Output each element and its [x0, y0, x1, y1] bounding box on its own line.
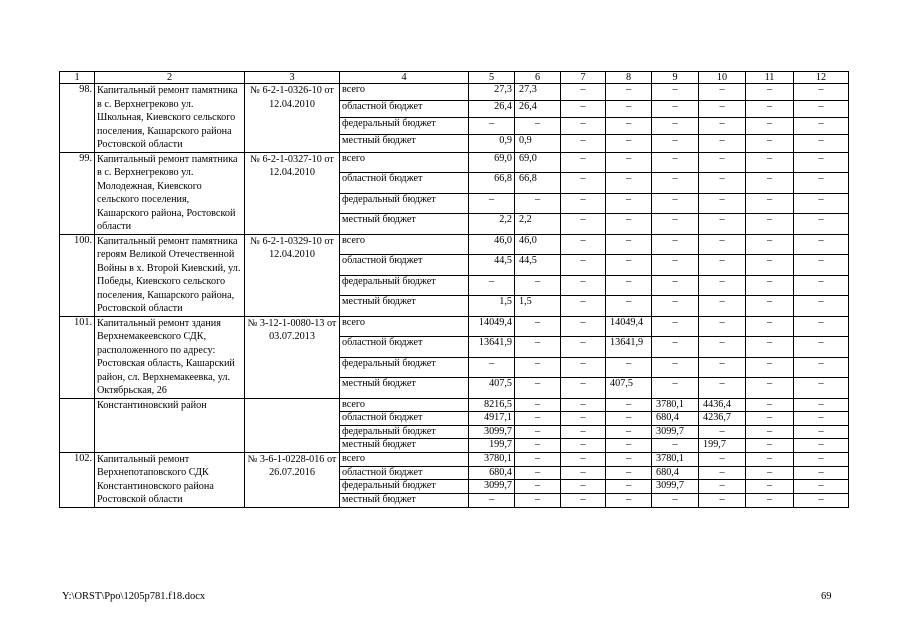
value-cell: –	[746, 255, 794, 276]
value-cell: –	[699, 480, 746, 494]
value-cell: –	[746, 378, 794, 399]
value-cell: –	[606, 118, 652, 135]
value-cell: –	[515, 316, 561, 337]
budget-label: всего	[340, 452, 469, 466]
value-cell: –	[515, 378, 561, 399]
value-cell: –	[652, 234, 699, 255]
value-cell: 27,3	[469, 84, 515, 101]
value-cell: –	[746, 480, 794, 494]
value-cell: –	[746, 101, 794, 118]
value-cell: 44,5	[469, 255, 515, 276]
record-number: 98.	[60, 84, 95, 153]
value-cell: 26,4	[469, 101, 515, 118]
record-document: № 6-2-1-0329-10 от 12.04.2010	[245, 234, 340, 316]
value-cell: –	[794, 193, 849, 214]
value-cell: –	[606, 255, 652, 276]
value-cell: 46,0	[515, 234, 561, 255]
value-cell: 0,9	[515, 135, 561, 152]
record-name: Капитальный ремонт памятника в с. Верхнегреково ул. Школьная, Киевского сельского поселения, Кашарского района Ростовской области	[95, 84, 245, 153]
value-cell: –	[699, 452, 746, 466]
value-cell: –	[699, 255, 746, 276]
record-number: 100.	[60, 234, 95, 316]
value-cell: –	[561, 135, 606, 152]
value-cell: –	[561, 398, 606, 412]
value-cell: –	[794, 398, 849, 412]
table-row	[60, 234, 849, 255]
header-cell: 12	[794, 72, 849, 84]
record-document: № 3-12-1-0080-13 от 03.07.2013	[245, 316, 340, 398]
value-cell: –	[606, 452, 652, 466]
value-cell: –	[606, 439, 652, 453]
value-cell: –	[746, 412, 794, 426]
value-cell: 680,4	[469, 466, 515, 480]
value-cell: 407,5	[469, 378, 515, 399]
record-number: 101.	[60, 316, 95, 398]
budget-label: местный бюджет	[340, 135, 469, 152]
value-cell: –	[515, 337, 561, 358]
value-cell: 3099,7	[652, 425, 699, 439]
value-cell: 680,4	[652, 412, 699, 426]
value-cell: –	[606, 398, 652, 412]
value-cell: –	[794, 337, 849, 358]
value-cell: –	[606, 84, 652, 101]
value-cell: –	[794, 412, 849, 426]
budget-table	[59, 71, 849, 508]
value-cell: 407,5	[606, 378, 652, 399]
value-cell: 2,2	[515, 214, 561, 235]
value-cell: –	[606, 135, 652, 152]
record-name: Капитальный ремонт Верхнепотаповского СДК Константиновского района Ростовской области	[95, 452, 245, 507]
budget-label: местный бюджет	[340, 378, 469, 399]
value-cell: –	[652, 316, 699, 337]
budget-label: всего	[340, 316, 469, 337]
budget-label: местный бюджет	[340, 296, 469, 317]
value-cell: –	[606, 214, 652, 235]
footer-file-path: Y:\ORST\Ppo\1205p781.f18.docx	[62, 591, 206, 602]
value-cell: –	[652, 378, 699, 399]
value-cell: –	[652, 296, 699, 317]
value-cell: –	[794, 135, 849, 152]
value-cell: –	[561, 101, 606, 118]
value-cell: 4436,4	[699, 398, 746, 412]
budget-label: федеральный бюджет	[340, 425, 469, 439]
value-cell: –	[652, 193, 699, 214]
value-cell: –	[515, 480, 561, 494]
value-cell: 3780,1	[652, 398, 699, 412]
value-cell: –	[652, 275, 699, 296]
value-cell: –	[515, 193, 561, 214]
value-cell: –	[746, 439, 794, 453]
value-cell: –	[746, 316, 794, 337]
header-cell: 2	[95, 72, 245, 84]
value-cell: –	[606, 152, 652, 173]
value-cell: 3780,1	[652, 452, 699, 466]
value-cell: –	[699, 357, 746, 378]
table-row	[60, 316, 849, 337]
value-cell: –	[746, 135, 794, 152]
value-cell: 4917,1	[469, 412, 515, 426]
budget-label: федеральный бюджет	[340, 193, 469, 214]
value-cell: –	[699, 378, 746, 399]
value-cell: –	[794, 466, 849, 480]
value-cell: –	[699, 316, 746, 337]
value-cell: –	[699, 101, 746, 118]
header-cell: 7	[561, 72, 606, 84]
header-cell: 1	[60, 72, 95, 84]
value-cell: –	[606, 193, 652, 214]
value-cell: –	[652, 337, 699, 358]
value-cell: –	[794, 84, 849, 101]
value-cell: –	[561, 412, 606, 426]
value-cell: –	[515, 357, 561, 378]
value-cell: –	[746, 337, 794, 358]
value-cell: –	[606, 357, 652, 378]
value-cell: 3099,7	[469, 425, 515, 439]
value-cell: –	[561, 480, 606, 494]
value-cell: –	[746, 118, 794, 135]
value-cell: –	[794, 275, 849, 296]
value-cell: –	[515, 439, 561, 453]
value-cell: 44,5	[515, 255, 561, 276]
value-cell: –	[561, 316, 606, 337]
value-cell: –	[515, 398, 561, 412]
value-cell: –	[561, 214, 606, 235]
value-cell: –	[699, 84, 746, 101]
value-cell: –	[746, 234, 794, 255]
value-cell: –	[794, 296, 849, 317]
value-cell: –	[561, 337, 606, 358]
budget-label: областной бюджет	[340, 255, 469, 276]
header-cell: 11	[746, 72, 794, 84]
record-document: № 6-2-1-0326-10 от 12.04.2010	[245, 84, 340, 153]
value-cell: –	[561, 84, 606, 101]
value-cell: –	[746, 466, 794, 480]
value-cell: –	[606, 412, 652, 426]
value-cell: –	[699, 118, 746, 135]
value-cell: 199,7	[469, 439, 515, 453]
value-cell: –	[561, 439, 606, 453]
value-cell: –	[794, 152, 849, 173]
value-cell: –	[794, 234, 849, 255]
value-cell: –	[746, 173, 794, 194]
budget-label: федеральный бюджет	[340, 275, 469, 296]
value-cell: –	[794, 173, 849, 194]
value-cell: –	[699, 337, 746, 358]
table-row	[60, 452, 849, 466]
budget-label: всего	[340, 234, 469, 255]
value-cell: –	[606, 101, 652, 118]
value-cell: 1,5	[515, 296, 561, 317]
value-cell: –	[561, 234, 606, 255]
value-cell: 13641,9	[606, 337, 652, 358]
value-cell: –	[794, 357, 849, 378]
value-cell: –	[515, 118, 561, 135]
record-number: 102.	[60, 452, 95, 507]
budget-label: федеральный бюджет	[340, 118, 469, 135]
budget-label: федеральный бюджет	[340, 480, 469, 494]
value-cell: 3099,7	[652, 480, 699, 494]
budget-label: областной бюджет	[340, 337, 469, 358]
budget-label: всего	[340, 84, 469, 101]
value-cell: –	[515, 494, 561, 508]
value-cell: –	[794, 452, 849, 466]
value-cell: –	[746, 296, 794, 317]
value-cell: 199,7	[699, 439, 746, 453]
value-cell: –	[794, 480, 849, 494]
value-cell: –	[469, 275, 515, 296]
value-cell: –	[652, 152, 699, 173]
record-number	[60, 398, 95, 452]
value-cell: –	[699, 173, 746, 194]
budget-label: федеральный бюджет	[340, 357, 469, 378]
value-cell: 1,5	[469, 296, 515, 317]
value-cell: 13641,9	[469, 337, 515, 358]
budget-label: всего	[340, 398, 469, 412]
value-cell: –	[699, 214, 746, 235]
value-cell: –	[606, 480, 652, 494]
value-cell: –	[652, 84, 699, 101]
value-cell: –	[606, 234, 652, 255]
value-cell: –	[561, 152, 606, 173]
value-cell: –	[699, 234, 746, 255]
header-cell: 9	[652, 72, 699, 84]
value-cell: 3780,1	[469, 452, 515, 466]
header-cell: 5	[469, 72, 515, 84]
value-cell: –	[794, 101, 849, 118]
budget-label: областной бюджет	[340, 101, 469, 118]
value-cell: –	[652, 173, 699, 194]
value-cell: –	[606, 425, 652, 439]
value-cell: –	[561, 296, 606, 317]
value-cell: –	[746, 214, 794, 235]
value-cell: 27,3	[515, 84, 561, 101]
value-cell: –	[746, 398, 794, 412]
budget-label: областной бюджет	[340, 466, 469, 480]
value-cell: –	[652, 135, 699, 152]
value-cell: –	[561, 275, 606, 296]
budget-label: местный бюджет	[340, 494, 469, 508]
value-cell: –	[652, 255, 699, 276]
header-row	[60, 72, 849, 84]
value-cell: 46,0	[469, 234, 515, 255]
header-cell: 4	[340, 72, 469, 84]
value-cell: 2,2	[469, 214, 515, 235]
value-cell: –	[561, 494, 606, 508]
value-cell: –	[746, 494, 794, 508]
value-cell: –	[699, 152, 746, 173]
value-cell: –	[794, 439, 849, 453]
header-cell: 8	[606, 72, 652, 84]
value-cell: –	[794, 316, 849, 337]
record-document	[245, 398, 340, 452]
value-cell: 680,4	[652, 466, 699, 480]
value-cell: –	[699, 193, 746, 214]
value-cell: –	[606, 494, 652, 508]
value-cell: –	[652, 118, 699, 135]
value-cell: –	[652, 357, 699, 378]
value-cell: –	[746, 452, 794, 466]
value-cell: 69,0	[469, 152, 515, 173]
record-document: № 6-2-1-0327-10 от 12.04.2010	[245, 152, 340, 234]
record-name: Капитальный ремонт памятника героям Великой Отечественной Войны в х. Второй Киевский, ул. Победы, Киевского сельского поселения, Кашарского района, Ростовской области	[95, 234, 245, 316]
value-cell: –	[606, 173, 652, 194]
record-name: Константиновский район	[95, 398, 245, 452]
value-cell: –	[699, 494, 746, 508]
table-row	[60, 398, 849, 412]
value-cell: –	[794, 494, 849, 508]
value-cell: –	[561, 118, 606, 135]
value-cell: –	[699, 296, 746, 317]
value-cell: –	[561, 452, 606, 466]
header-cell: 6	[515, 72, 561, 84]
value-cell: –	[515, 425, 561, 439]
value-cell: –	[561, 193, 606, 214]
record-number: 99.	[60, 152, 95, 234]
table-row	[60, 152, 849, 173]
value-cell: 66,8	[469, 173, 515, 194]
value-cell: –	[561, 255, 606, 276]
value-cell: –	[794, 118, 849, 135]
budget-label: местный бюджет	[340, 439, 469, 453]
table-row	[60, 84, 849, 101]
value-cell: –	[561, 378, 606, 399]
value-cell: –	[652, 101, 699, 118]
record-name: Капитальный ремонт памятника в с. Верхнегреково ул. Молодежная, Киевского сельского поселения, Кашарского района, Ростовской области	[95, 152, 245, 234]
value-cell: –	[561, 466, 606, 480]
value-cell: –	[746, 275, 794, 296]
value-cell: –	[699, 135, 746, 152]
budget-label: всего	[340, 152, 469, 173]
value-cell: –	[515, 412, 561, 426]
value-cell: 4236,7	[699, 412, 746, 426]
value-cell: 14049,4	[469, 316, 515, 337]
value-cell: –	[561, 173, 606, 194]
budget-label: областной бюджет	[340, 412, 469, 426]
value-cell: 26,4	[515, 101, 561, 118]
value-cell: –	[652, 214, 699, 235]
value-cell: 14049,4	[606, 316, 652, 337]
value-cell: –	[515, 275, 561, 296]
value-cell: 0,9	[469, 135, 515, 152]
value-cell: 8216,5	[469, 398, 515, 412]
footer-page-number: 69	[821, 591, 832, 602]
value-cell: –	[699, 466, 746, 480]
value-cell: –	[746, 84, 794, 101]
value-cell: –	[699, 275, 746, 296]
value-cell: –	[699, 425, 746, 439]
value-cell: –	[469, 357, 515, 378]
budget-label: областной бюджет	[340, 173, 469, 194]
value-cell: 3099,7	[469, 480, 515, 494]
value-cell: –	[652, 494, 699, 508]
value-cell: –	[561, 357, 606, 378]
header-cell: 10	[699, 72, 746, 84]
value-cell: –	[746, 425, 794, 439]
record-name: Капитальный ремонт здания Верхнемакеевского СДК, расположенного по адресу: Ростовская область, Кашарский район, сл. Верхнемакеевка, ул. Октябрьская, 26	[95, 316, 245, 398]
value-cell: –	[794, 214, 849, 235]
value-cell: –	[652, 439, 699, 453]
value-cell: –	[561, 425, 606, 439]
value-cell: –	[746, 193, 794, 214]
value-cell: –	[606, 466, 652, 480]
value-cell: 69,0	[515, 152, 561, 173]
value-cell: –	[469, 118, 515, 135]
value-cell: –	[515, 466, 561, 480]
record-document: № 3-6-1-0228-016 от 26.07.2016	[245, 452, 340, 507]
value-cell: –	[515, 452, 561, 466]
value-cell: –	[746, 357, 794, 378]
value-cell: 66,8	[515, 173, 561, 194]
value-cell: –	[746, 152, 794, 173]
budget-label: местный бюджет	[340, 214, 469, 235]
value-cell: –	[606, 275, 652, 296]
value-cell: –	[469, 193, 515, 214]
value-cell: –	[794, 425, 849, 439]
value-cell: –	[794, 255, 849, 276]
value-cell: –	[794, 378, 849, 399]
value-cell: –	[469, 494, 515, 508]
header-cell: 3	[245, 72, 340, 84]
value-cell: –	[606, 296, 652, 317]
